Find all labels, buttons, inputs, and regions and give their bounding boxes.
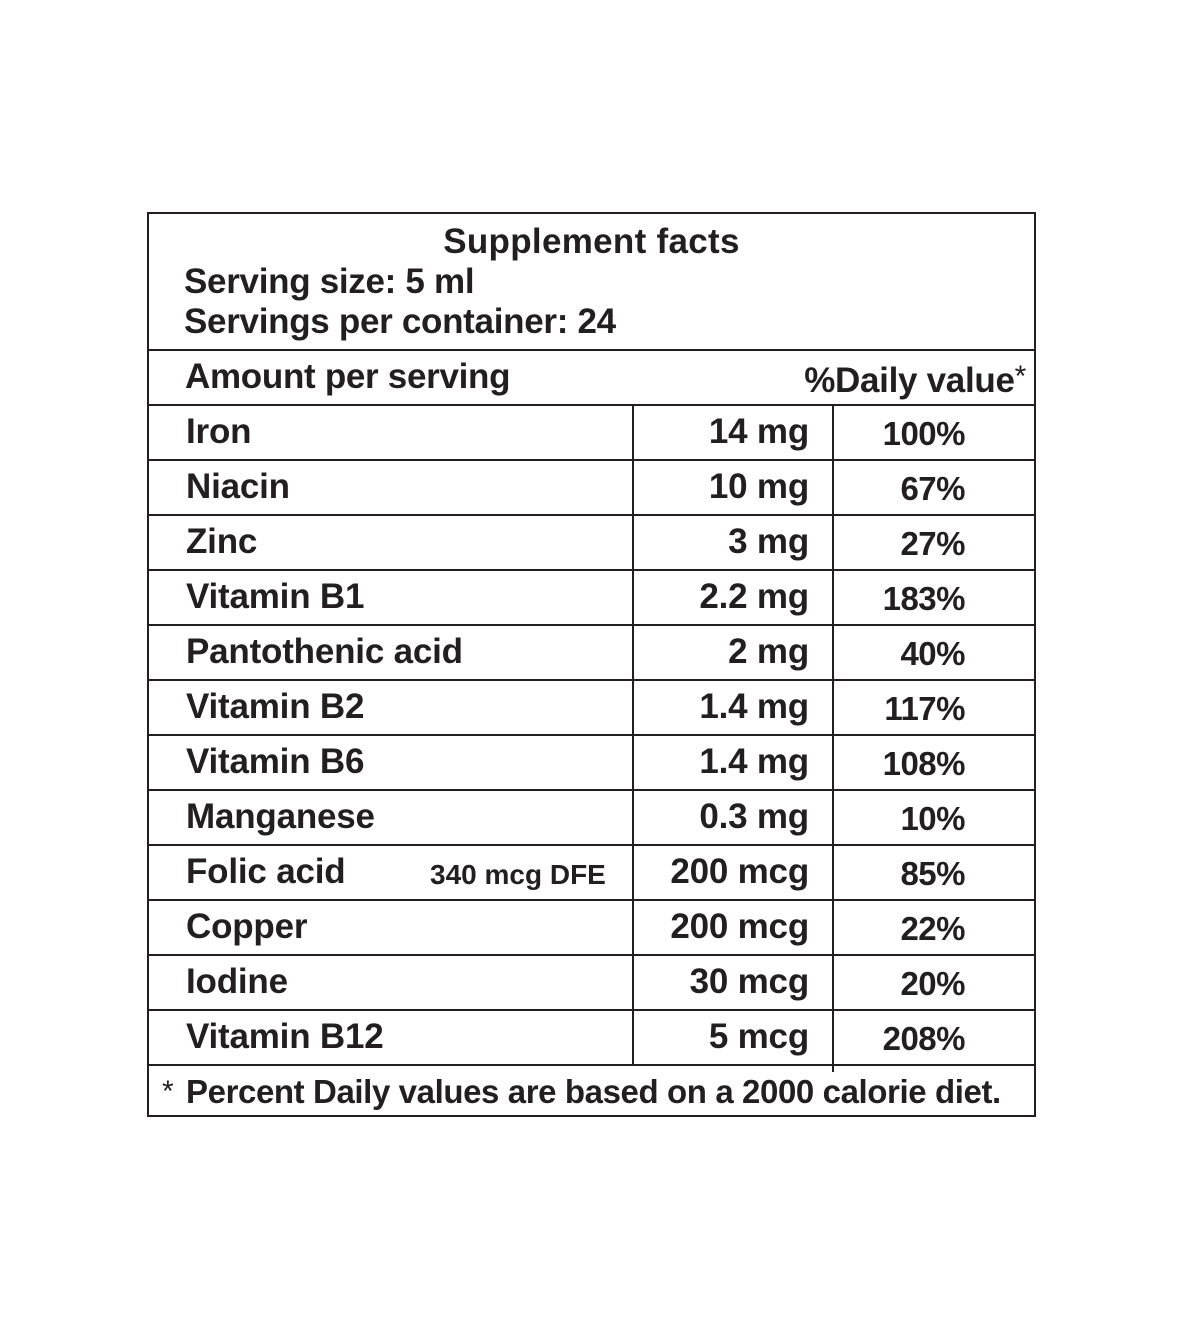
daily-value-header	[804, 357, 1026, 401]
nutrient-amount: 0.3 mg	[699, 797, 809, 836]
table-row	[149, 626, 1034, 681]
table-row	[149, 901, 1034, 956]
footnote-asterisk: *	[162, 1075, 174, 1108]
nutrient-note: 340 mcg DFE	[430, 859, 606, 890]
nutrient-daily-value: 10%	[900, 800, 965, 837]
nutrient-name: Iron	[186, 412, 252, 451]
nutrient-amount: 200 mcg	[670, 907, 809, 946]
nutrient-amount: 5 mcg	[708, 1017, 809, 1056]
nutrient-daily-value: 20%	[900, 965, 965, 1002]
nutrient-amount: 10 mg	[708, 467, 809, 506]
nutrient-name: Vitamin B2	[186, 687, 365, 726]
footnote	[149, 1066, 1034, 1115]
table-row	[149, 956, 1034, 1011]
nutrient-amount: 2 mg	[728, 632, 809, 671]
table-row	[149, 846, 1034, 901]
nutrient-amount: 200 mcg	[670, 852, 809, 891]
nutrient-name: Vitamin B1	[186, 577, 365, 616]
amount-column-divider	[632, 406, 634, 1066]
nutrient-daily-value: 108%	[882, 745, 965, 782]
table-row	[149, 681, 1034, 736]
nutrient-amount: 2.2 mg	[699, 577, 809, 616]
nutrient-amount: 3 mg	[728, 522, 809, 561]
nutrient-daily-value: 208%	[882, 1020, 965, 1057]
nutrient-daily-value: 22%	[900, 910, 965, 947]
nutrient-daily-value: 27%	[900, 525, 965, 562]
amount-per-serving-header: Amount per serving	[185, 357, 511, 396]
nutrient-name: Pantothenic acid	[186, 632, 463, 671]
nutrient-name: Vitamin B12	[186, 1017, 384, 1056]
nutrient-amount: 1.4 mg	[699, 687, 809, 726]
table-row	[149, 736, 1034, 791]
table-row	[149, 406, 1034, 461]
nutrient-name: Copper	[186, 907, 308, 946]
percent-column-divider	[832, 406, 834, 1072]
nutrient-daily-value: 67%	[900, 470, 965, 507]
nutrient-amount: 1.4 mg	[699, 742, 809, 781]
nutrient-name: Zinc	[186, 522, 258, 561]
serving-size: Serving size: 5 ml	[184, 262, 475, 301]
servings-per-container: Servings per container: 24	[184, 302, 616, 341]
nutrient-daily-value: 85%	[900, 855, 965, 892]
nutrient-amount: 14 mg	[708, 412, 809, 451]
nutrient-daily-value: 40%	[900, 635, 965, 672]
nutrient-name: Niacin	[186, 467, 290, 506]
nutrient-name: Manganese	[186, 797, 375, 836]
nutrient-name: Iodine	[186, 962, 288, 1001]
nutrient-daily-value: 117%	[884, 690, 965, 727]
nutrient-daily-value: 100%	[882, 415, 965, 452]
table-row	[149, 571, 1034, 626]
table-row	[149, 791, 1034, 846]
daily-value-header-text: %Daily value	[804, 361, 1015, 400]
footnote-text: Percent Daily values are based on a 2000 calorie diet.	[186, 1073, 1001, 1110]
table-row	[149, 461, 1034, 516]
nutrient-name: Folic acid	[186, 852, 346, 891]
nutrient-daily-value: 183%	[882, 580, 965, 617]
nutrient-amount: 30 mcg	[689, 962, 809, 1001]
label-header	[149, 214, 1034, 351]
label-title: Supplement facts	[443, 222, 740, 261]
daily-value-asterisk: *	[1014, 360, 1026, 393]
nutrient-name: Vitamin B6	[186, 742, 365, 781]
table-row	[149, 516, 1034, 571]
supplement-facts-label	[147, 212, 1036, 1117]
nutrient-table	[149, 406, 1034, 1066]
column-header-row	[149, 351, 1034, 406]
table-row	[149, 1011, 1034, 1066]
